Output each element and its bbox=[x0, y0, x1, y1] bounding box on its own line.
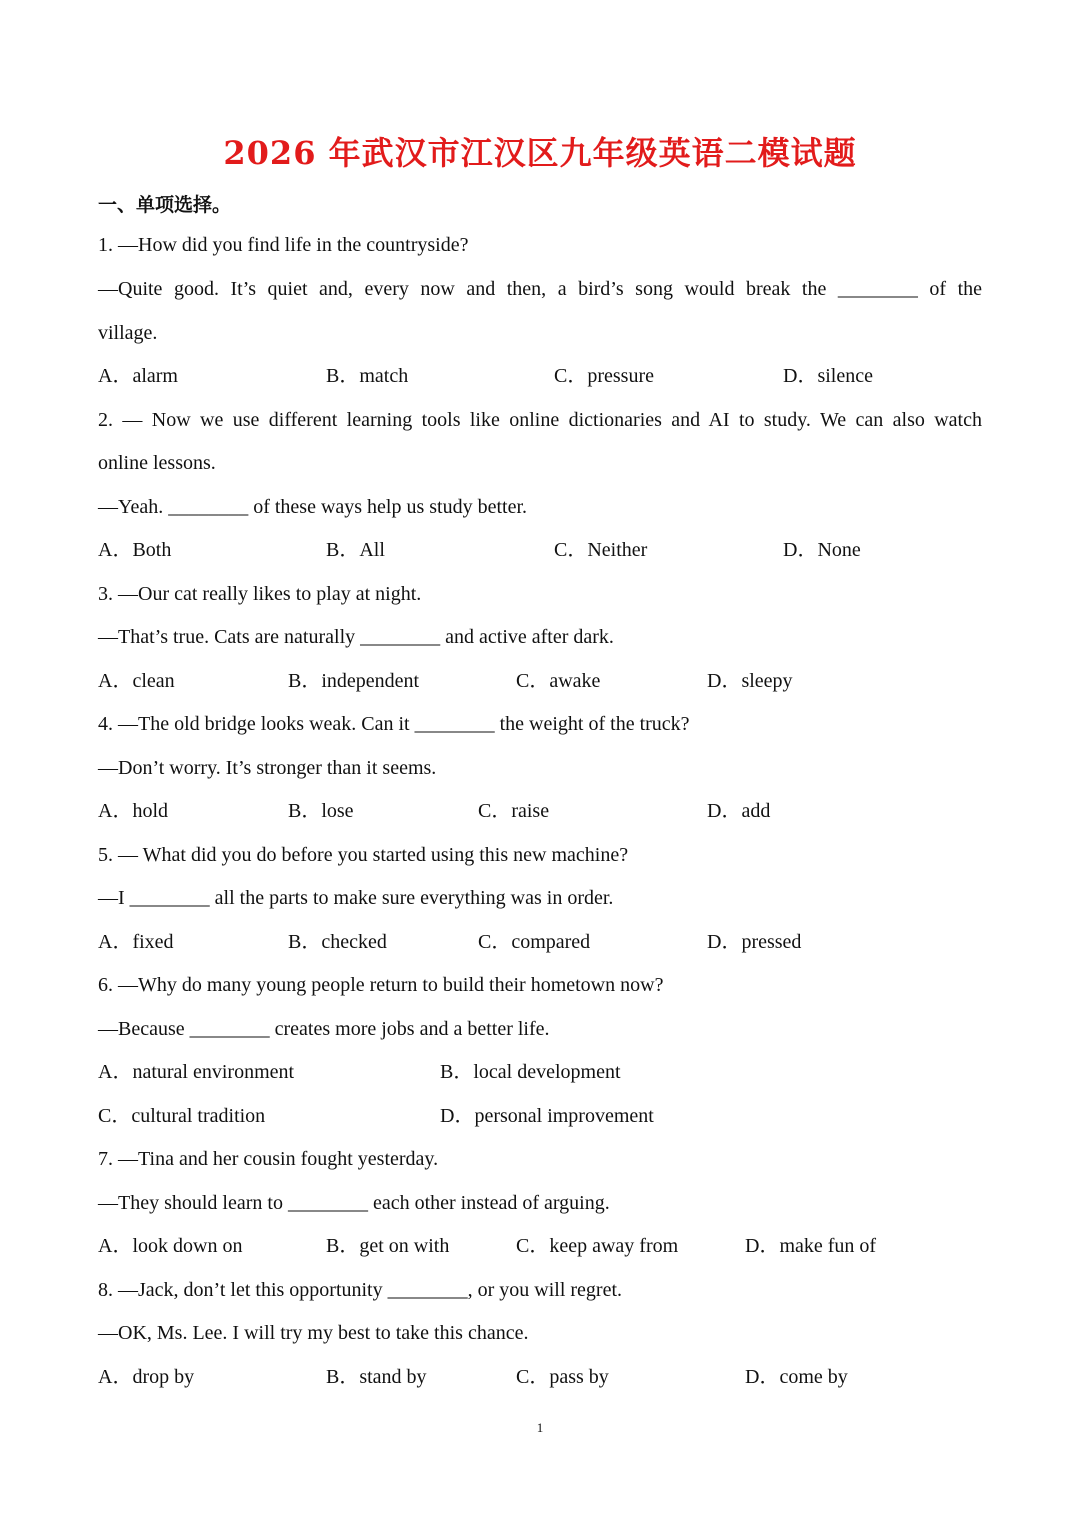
q5-line-2: —I ________ all the parts to make sure everything was in order. bbox=[98, 887, 614, 909]
q1-line-2: —Quite good. It’s quiet and, every now and then, a bird’s song would break the ________ of the bbox=[98, 278, 982, 300]
q8-option-c: C．pass by bbox=[516, 1366, 609, 1388]
q5-option-b: B．checked bbox=[288, 931, 387, 953]
q5-option-d: D．pressed bbox=[707, 931, 802, 953]
q8-option-b: B．stand by bbox=[326, 1366, 427, 1388]
q6-line-2: —Because ________ creates more jobs and a better life. bbox=[98, 1018, 550, 1040]
q8-option-d: D．come by bbox=[745, 1366, 848, 1388]
q8-line-2: —OK, Ms. Lee. I will try my best to take this chance. bbox=[98, 1322, 529, 1344]
q2-line-3: —Yeah. ________ of these ways help us study better. bbox=[98, 496, 528, 518]
q4-line-1: 4. —The old bridge looks weak. Can it ________ the weight of the truck? bbox=[98, 713, 690, 735]
q7-line-2: —They should learn to ________ each other instead of arguing. bbox=[98, 1192, 610, 1214]
q4-option-a: A．hold bbox=[98, 800, 168, 822]
q7-option-d: D．make fun of bbox=[745, 1235, 877, 1257]
q1-option-c: C．pressure bbox=[554, 365, 654, 387]
q3-option-d: D．sleepy bbox=[707, 670, 793, 692]
q7-option-b: B．get on with bbox=[326, 1235, 450, 1257]
q2-line-2: online lessons. bbox=[98, 452, 216, 474]
q3-option-a: A．clean bbox=[98, 670, 175, 692]
q7-option-a: A．look down on bbox=[98, 1235, 243, 1257]
q3-option-b: B．independent bbox=[288, 670, 420, 692]
q8-option-a: A．drop by bbox=[98, 1366, 195, 1388]
q4-line-2: —Don’t worry. It’s stronger than it seems. bbox=[98, 757, 437, 779]
q2-option-b: B．All bbox=[326, 539, 385, 561]
q1-line-3: village. bbox=[98, 322, 158, 344]
q6-option-c: C．cultural tradition bbox=[98, 1105, 266, 1127]
q6-option-a: A．natural environment bbox=[98, 1061, 295, 1083]
q2-option-c: C．Neither bbox=[554, 539, 648, 561]
q2-line-1: 2. — Now we use different learning tools like online dictionaries and AI to study. We can also watch bbox=[98, 409, 982, 431]
q7-option-c: C．keep away from bbox=[516, 1235, 679, 1257]
q8-line-1: 8. —Jack, don’t let this opportunity ________, or you will regret. bbox=[98, 1279, 623, 1301]
q3-line-2: —That’s true. Cats are naturally ________ and active after dark. bbox=[98, 626, 614, 648]
q4-option-c: C．raise bbox=[478, 800, 550, 822]
exam-title: 2026 年武汉市江汉区九年级英语二模试题 bbox=[223, 134, 857, 172]
q1-option-d: D．silence bbox=[783, 365, 873, 387]
section-heading: 一、单项选择。 bbox=[98, 194, 232, 216]
q3-option-c: C．awake bbox=[516, 670, 601, 692]
q5-option-c: C．compared bbox=[478, 931, 591, 953]
q5-option-a: A．fixed bbox=[98, 931, 174, 953]
q4-option-b: B．lose bbox=[288, 800, 354, 822]
q1-line-1: 1. —How did you find life in the countryside? bbox=[98, 234, 469, 256]
q6-option-b: B．local development bbox=[440, 1061, 621, 1083]
q2-option-d: D．None bbox=[783, 539, 861, 561]
q2-option-a: A．Both bbox=[98, 539, 172, 561]
q6-line-1: 6. —Why do many young people return to build their hometown now? bbox=[98, 974, 664, 996]
q1-option-a: A．alarm bbox=[98, 365, 178, 387]
q7-line-1: 7. —Tina and her cousin fought yesterday. bbox=[98, 1148, 439, 1170]
q5-line-1: 5. — What did you do before you started using this new machine? bbox=[98, 844, 629, 866]
q1-option-b: B．match bbox=[326, 365, 409, 387]
page-number: 1 bbox=[536, 1420, 544, 1435]
q6-option-d: D．personal improvement bbox=[440, 1105, 654, 1127]
q3-line-1: 3. —Our cat really likes to play at night. bbox=[98, 583, 422, 605]
q4-option-d: D．add bbox=[707, 800, 771, 822]
